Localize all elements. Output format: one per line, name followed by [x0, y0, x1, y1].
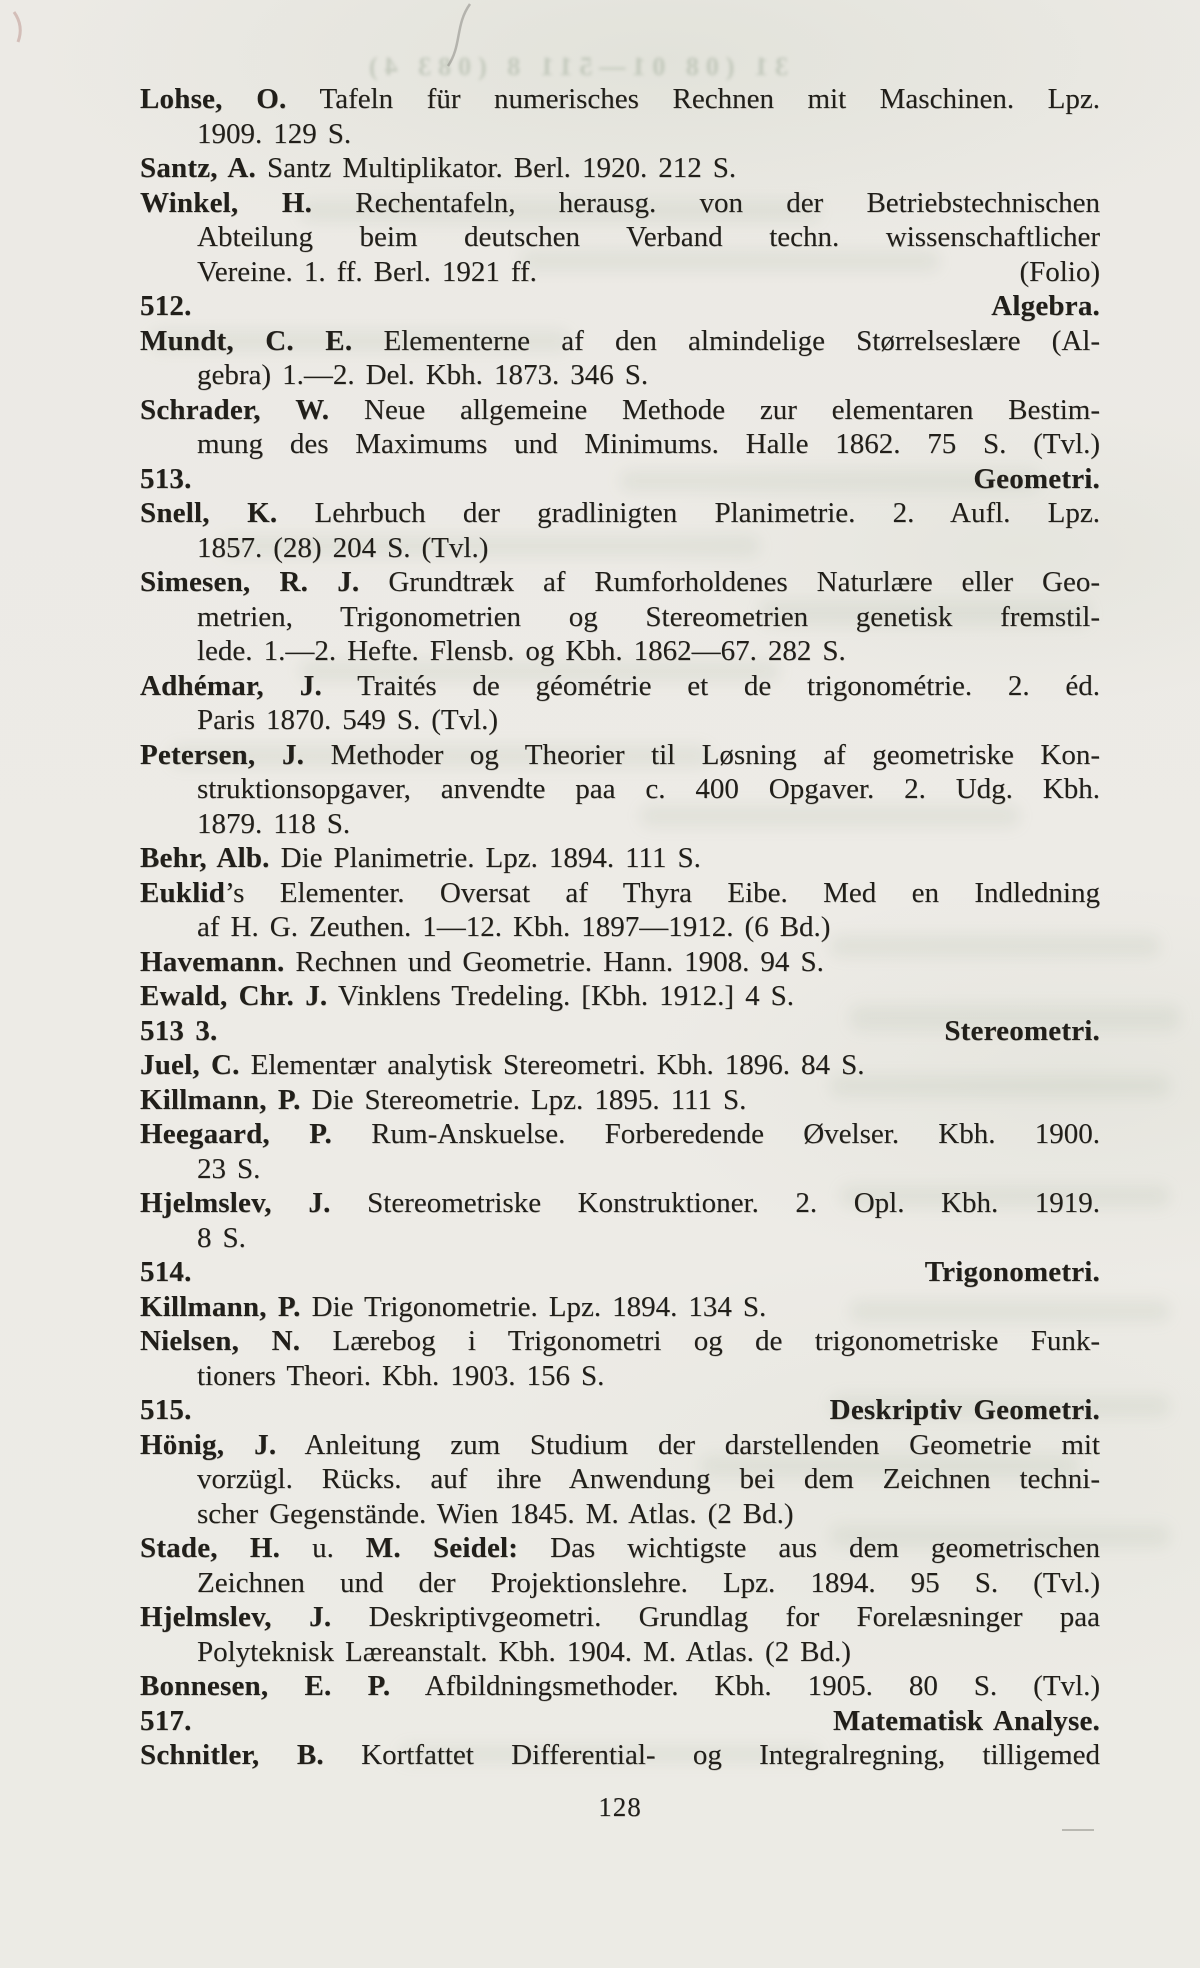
- entry-line: [140, 1324, 1100, 1359]
- author-name: Stade, H.: [140, 1532, 281, 1564]
- section-line: [140, 1255, 1100, 1290]
- author-name: Snell, K.: [140, 497, 278, 529]
- continuation-line: [140, 600, 1100, 635]
- entry-line: [140, 151, 1100, 186]
- section-heading: Geometri.: [973, 462, 1100, 495]
- continuation-line: [140, 358, 1100, 393]
- entry-line: [140, 1738, 1100, 1773]
- entry-text: Grundtræk af Rumforholdenes Naturlære eller Geo-: [359, 566, 1100, 598]
- author-name: Schrader, W.: [140, 393, 330, 426]
- entry-text: Das wichtigste aus dem geometrischen: [518, 1532, 1100, 1564]
- entry-text: 1879. 118 S.: [197, 807, 351, 840]
- author-name: Hjelmslev, J.: [140, 1187, 331, 1219]
- author-name: Juel, C.: [140, 1049, 240, 1081]
- section-number: 517.: [140, 1704, 192, 1737]
- continuation-line: [140, 1462, 1100, 1497]
- entry-line: [140, 669, 1100, 704]
- continuation-line: [140, 1566, 1100, 1601]
- entry-text: lede. 1.—2. Hefte. Flensb. og Kbh. 1862—67. 282 S.: [197, 635, 846, 667]
- section-heading: Algebra.: [991, 290, 1100, 322]
- author-name: Hjelmslev, J.: [140, 1601, 332, 1633]
- format-note: (Folio): [1019, 255, 1100, 288]
- continuation-line: [140, 703, 1100, 738]
- entry-line: [140, 82, 1100, 117]
- entry-text: struktionsopgaver, anvendte paa c. 400 Opgaver. 2. Udg. Kbh.: [197, 773, 1100, 805]
- author-name: Petersen, J.: [140, 738, 305, 771]
- entry-text: tioners Theori. Kbh. 1903. 156 S.: [197, 1359, 605, 1392]
- entry-text: Elementerne af den almindelige Størrelseslære (Al-: [352, 324, 1100, 357]
- continuation-line: [140, 807, 1100, 842]
- entry-line: [140, 738, 1100, 773]
- author-name: Ewald, Chr. J.: [140, 980, 328, 1012]
- entry-text: Polyteknisk Læreanstalt. Kbh. 1904. M. Atlas. (2 Bd.): [197, 1635, 851, 1668]
- entry-text: scher Gegenstände. Wien 1845. M. Atlas. (2 Bd.): [197, 1497, 794, 1530]
- section-number: 513 3.: [140, 1014, 218, 1047]
- entry-text: Rechnen und Geometrie. Hann. 1908. 94 S.: [284, 945, 824, 978]
- author-name: Killmann, P.: [140, 1083, 301, 1116]
- entry-text: Afbildningsmethoder. Kbh. 1905. 80 S. (Tvl.): [390, 1670, 1100, 1702]
- entry-text: gebra) 1.—2. Del. Kbh. 1873. 346 S.: [197, 359, 649, 391]
- section-heading: Deskriptiv Geometri.: [829, 1394, 1100, 1426]
- author-name: Santz, A.: [140, 152, 256, 184]
- entry-line: [140, 876, 1100, 911]
- entry-text: 8 S.: [197, 1221, 246, 1254]
- entry-text: Kortfattet Differential- og Integralregning, tilligemed: [323, 1739, 1100, 1771]
- continuation-line: [140, 427, 1100, 462]
- entry-line: [140, 1428, 1100, 1463]
- entry-line: [140, 1048, 1100, 1083]
- author-name: Havemann.: [140, 945, 285, 978]
- entry-line: [140, 186, 1100, 221]
- entry-text: Lehrbuch der gradlinigten Planimetrie. 2. Aufl. Lpz.: [277, 497, 1100, 529]
- section-heading: Trigonometri.: [924, 1256, 1100, 1288]
- continuation-line: [140, 634, 1100, 669]
- entry-line: [140, 393, 1100, 428]
- continuation-line: [140, 531, 1100, 566]
- author-name: Schnitler, B.: [140, 1739, 324, 1771]
- author-name: Heegaard, P.: [140, 1118, 332, 1150]
- author-name: Simesen, R. J.: [140, 566, 360, 598]
- entry-text: Paris 1870. 549 S. (Tvl.): [197, 704, 499, 736]
- author-name: Adhémar, J.: [140, 669, 322, 702]
- entry-text: Lærebog i Trigonometri og de trigonometriske Funk-: [300, 1325, 1100, 1357]
- entry-line: [140, 945, 1100, 980]
- entry-line: [140, 1186, 1100, 1221]
- author-name: Euklid: [140, 876, 226, 909]
- author-name: M. Seidel:: [365, 1532, 519, 1564]
- entry-text: mung des Maximums und Minimums. Halle 1862. 75 S. (Tvl.): [197, 428, 1100, 460]
- entry-line: [140, 565, 1100, 600]
- section-number: 515.: [140, 1394, 192, 1426]
- section-number: 514.: [140, 1256, 192, 1288]
- entry-text: Rechentafeln, herausg. von der Betriebstechnischen: [312, 186, 1100, 219]
- entry-text: ’s Elementer. Oversat af Thyra Eibe. Med en Indledning: [225, 876, 1100, 909]
- continuation-line: [140, 1152, 1100, 1187]
- author-name: Bonnesen, E. P.: [140, 1670, 391, 1702]
- entry-text: Deskriptivgeometri. Grundlag for Forelæsninger paa: [331, 1601, 1100, 1633]
- entry-line: [140, 1531, 1100, 1566]
- page-number: 128: [598, 1792, 642, 1822]
- continuation-line: [140, 117, 1100, 152]
- entry-text: af H. G. Zeuthen. 1—12. Kbh. 1897—1912. (6 Bd.): [197, 911, 831, 943]
- entry-line: [140, 1600, 1100, 1635]
- continuation-line: [140, 1635, 1100, 1670]
- section-line: [140, 1014, 1100, 1049]
- entry-text: Die Trigonometrie. Lpz. 1894. 134 S.: [300, 1290, 767, 1323]
- entry-text: Neue allgemeine Methode zur elementaren Bestim-: [329, 393, 1100, 426]
- section-heading: Stereometri.: [944, 1014, 1100, 1047]
- entry-text: 1857. (28) 204 S. (Tvl.): [197, 531, 489, 564]
- entry-line: [140, 1669, 1100, 1704]
- entry-line: [140, 979, 1100, 1014]
- continuation-line: [140, 1221, 1100, 1256]
- entry-text: Die Planimetrie. Lpz. 1894. 111 S.: [269, 842, 701, 874]
- entry-text: Anleitung zum Studium der darstellenden Geometrie mit: [276, 1428, 1100, 1461]
- entry-text: Santz Multiplikator. Berl. 1920. 212 S.: [255, 152, 737, 184]
- entry-line: [140, 841, 1100, 876]
- continuation-line: [140, 1359, 1100, 1394]
- entry-text: 23 S.: [197, 1152, 261, 1185]
- section-line: [140, 289, 1100, 324]
- continuation-line: [140, 255, 1100, 290]
- entry-text: Abteilung beim deutschen Verband techn. wissenschaftlicher: [197, 221, 1100, 253]
- section-line: [140, 1704, 1100, 1739]
- entry-line: [140, 1083, 1100, 1118]
- entry-text: 1909. 129 S.: [197, 117, 352, 150]
- author-name: Winkel, H.: [140, 186, 313, 219]
- entry-text: Stereometriske Konstruktioner. 2. Opl. Kbh. 1919.: [330, 1187, 1100, 1219]
- entry-text: Elementær analytisk Stereometri. Kbh. 1896. 84 S.: [239, 1049, 865, 1081]
- entry-text: Tafeln für numerisches Rechnen mit Maschinen. Lpz.: [286, 83, 1100, 115]
- entry-line: [140, 496, 1100, 531]
- continuation-line: [140, 772, 1100, 807]
- continuation-line: [140, 910, 1100, 945]
- section-heading: Matematisk Analyse.: [833, 1704, 1100, 1737]
- entry-text: metrien, Trigonometrien og Stereometrien genetisk fremstil-: [197, 600, 1100, 633]
- entry-text: Methoder og Theorier til Løsning af geometriske Kon-: [304, 738, 1100, 771]
- entry-line: [140, 1290, 1100, 1325]
- entry-text: Rum-Anskuelse. Forberedende Øvelser. Kbh. 1900.: [331, 1118, 1100, 1150]
- entry-text: Die Stereometrie. Lpz. 1895. 111 S.: [300, 1083, 747, 1116]
- entry-text: Traités de géométrie et de trigonométrie. 2. éd.: [321, 669, 1100, 702]
- author-name: Hönig, J.: [140, 1428, 277, 1461]
- entry-text: vorzügl. Rücks. auf ihre Anwendung bei dem Zeichnen techni-: [197, 1463, 1100, 1495]
- author-name: Nielsen, N.: [140, 1325, 301, 1357]
- section-line: [140, 1393, 1100, 1428]
- author-name: Lohse, O.: [140, 83, 287, 115]
- continuation-line: [140, 220, 1100, 255]
- show-through-text: 31 (08 01—511 8 (083 4): [361, 52, 788, 81]
- author-name: Killmann, P.: [140, 1290, 301, 1323]
- entry-line: [140, 324, 1100, 359]
- entry-text: u.: [280, 1532, 366, 1564]
- bibliography-text: [140, 82, 1100, 1773]
- continuation-line: [140, 1497, 1100, 1532]
- entry-line: [140, 1117, 1100, 1152]
- entry-text: Zeichnen und der Projektionslehre. Lpz. 1894. 95 S. (Tvl.): [197, 1566, 1100, 1599]
- section-line: [140, 462, 1100, 497]
- author-name: Mundt, C. E.: [140, 324, 353, 357]
- section-number: 512.: [140, 290, 192, 322]
- author-name: Behr, Alb.: [140, 842, 270, 874]
- entry-text: Vereine. 1. ff. Berl. 1921 ff.: [197, 255, 537, 288]
- entry-text: Vinklens Tredeling. [Kbh. 1912.] 4 S.: [327, 980, 794, 1012]
- section-number: 513.: [140, 462, 192, 495]
